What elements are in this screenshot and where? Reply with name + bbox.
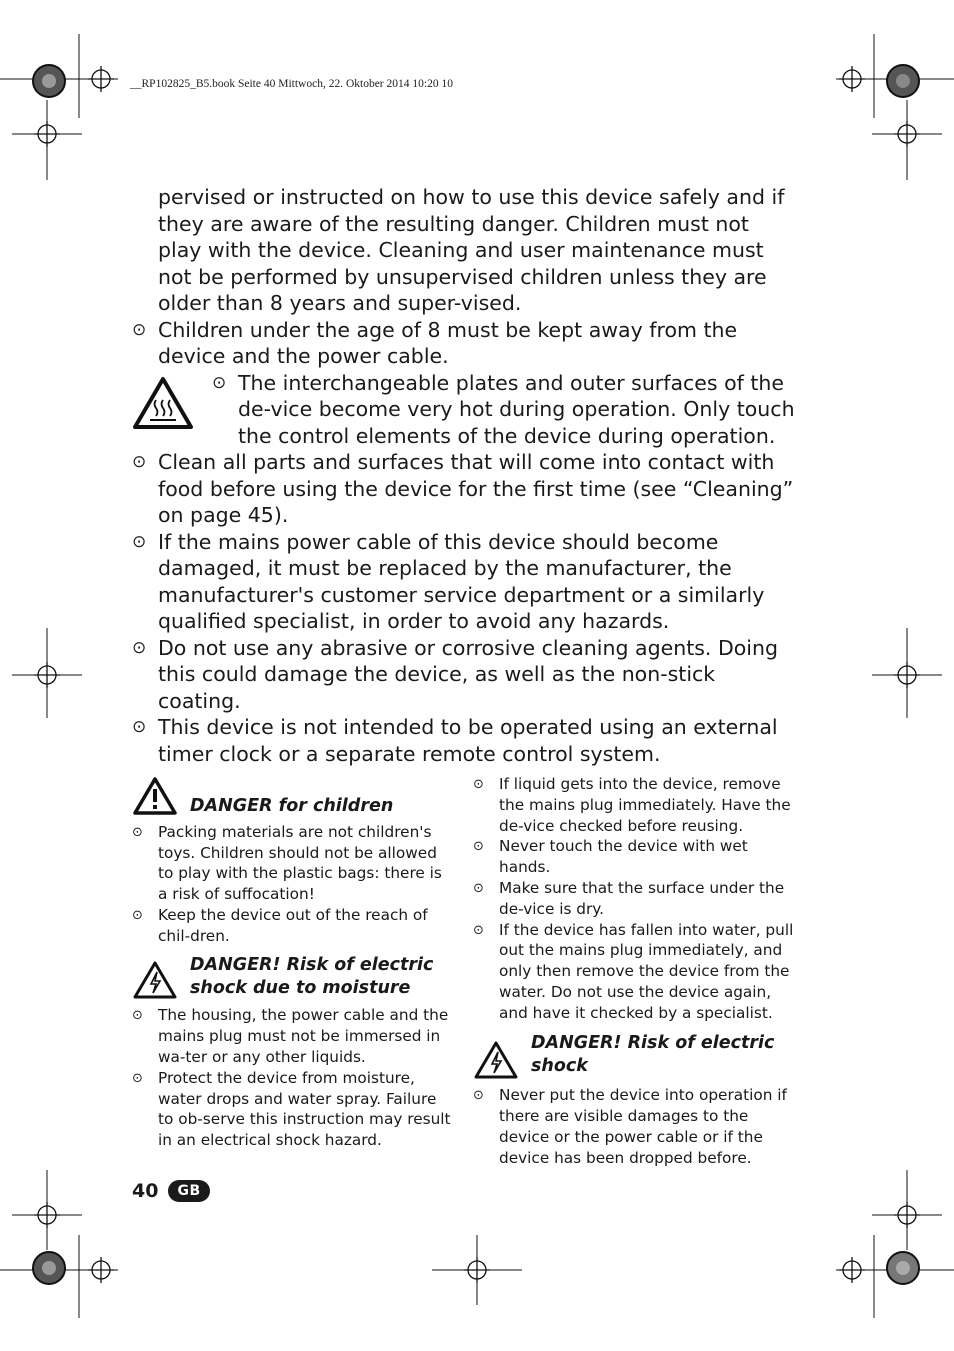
section-title: DANGER! Risk of electric shock due to moisture	[190, 954, 434, 998]
circled-dot-icon: ⊙	[473, 880, 484, 896]
hot-surface-warning	[132, 370, 797, 450]
print-header: __RP102825_B5.book Seite 40 Mittwoch, 22. Oktober 2014 10:20 10	[130, 78, 453, 90]
circled-dot-icon: ⊙	[132, 824, 143, 840]
list-item: ⊙ Never put the device into operation if there are visible damages to the device or the power cable or if the device has been dropped before.	[473, 1086, 787, 1167]
danger-children-heading	[132, 776, 454, 822]
circled-dot-icon: ⊙	[132, 319, 147, 340]
circled-dot-icon: ⊙	[473, 1088, 484, 1104]
circled-dot-icon: ⊙	[132, 907, 143, 923]
circled-dot-icon: ⊙	[132, 452, 147, 472]
list-item: ⊙ Make sure that the surface under the de-vice is dry.	[473, 878, 785, 918]
hot-surface-warning-icon	[132, 376, 194, 430]
section-title: DANGER! Risk of electric shock	[531, 1032, 775, 1076]
list-item: ⊙ If liquid gets into the device, remove the mains plug immediately. Have the de-vice checked before reusing.	[473, 775, 791, 835]
section-title: DANGER for children	[190, 796, 394, 816]
language-badge: GB	[168, 1180, 209, 1202]
circled-dot-icon: ⊙	[473, 839, 484, 855]
list-item: ⊙ The housing, the power cable and the mains plug must not be immersed in wa-ter or any other liquids.	[132, 1006, 449, 1066]
list-item: ⊙ Protect the device from moisture, water drops and water spray. Failure to ob-serve this instruction may result in an electrical shock hazard.	[132, 1068, 451, 1150]
right-column	[473, 774, 795, 1169]
exclamation-warning-icon	[132, 776, 178, 816]
circled-dot-icon: ⊙	[473, 777, 484, 792]
circled-dot-icon: ⊙	[132, 1070, 143, 1086]
circled-dot-icon: ⊙	[132, 637, 147, 658]
circled-dot-icon: ⊙	[132, 1008, 143, 1024]
left-column	[132, 776, 454, 1151]
list-item: ⊙ Do not use any abrasive or corrosive cleaning agents. Doing this could damage the device, as well as the non-stick coating.	[132, 635, 778, 713]
danger-shock-heading	[473, 1032, 795, 1086]
list-item: ⊙ Keep the device out of the reach of chil-dren.	[132, 905, 428, 945]
list-item: ⊙ Never touch the device with wet hands.	[473, 837, 748, 877]
list-item: ⊙ Packing materials are not children's toys. Children should not be allowed to play with the plastic bags: there is a risk of suffocation!	[132, 822, 442, 904]
circled-dot-icon: ⊙	[132, 717, 147, 737]
page-number: 40	[132, 1180, 159, 1202]
circled-dot-icon: ⊙	[132, 531, 147, 552]
list-item: ⊙ If the mains power cable of this device should become damaged, it must be replaced by the manufacturer, the manufacturer's customer service department or a similarly qualified specialist, in order to avoid any hazards.	[132, 529, 765, 633]
page-footer	[132, 1180, 210, 1202]
list-item: ⊙ This device is not intended to be operated using an external timer clock or a separate remote control system.	[132, 715, 778, 766]
list-item: ⊙ The interchangeable plates and outer surfaces of the de-vice become very hot during operation. Only touch the control elements of the device during operation.	[212, 370, 795, 448]
list-item: ⊙ If the device has fallen into water, pull out the mains plug immediately, and only then remove the device from the water. Do not use the device again, and have it checked by a specialist.	[473, 920, 794, 1022]
continuation-paragraph: pervised or instructed on how to use this device safely and if they are aware of the resulting danger. Children must not play with the device. Cleaning and user maintenance must not be performed by unsupervised children unless they are older than 8 years and super-vised.	[158, 185, 785, 315]
main-safety-text	[132, 184, 797, 767]
electric-shock-warning-icon	[473, 1040, 519, 1080]
list-item: ⊙ Clean all parts and surfaces that will come into contact with food before using the device for the first time (see “Cleaning” on page 45).	[132, 450, 794, 527]
circled-dot-icon: ⊙	[473, 922, 484, 938]
electric-shock-warning-icon	[132, 960, 178, 1000]
danger-moisture-heading	[132, 954, 454, 1006]
list-item: ⊙ Children under the age of 8 must be kept away from the device and the power cable.	[132, 317, 738, 368]
circled-dot-icon: ⊙	[212, 372, 227, 393]
